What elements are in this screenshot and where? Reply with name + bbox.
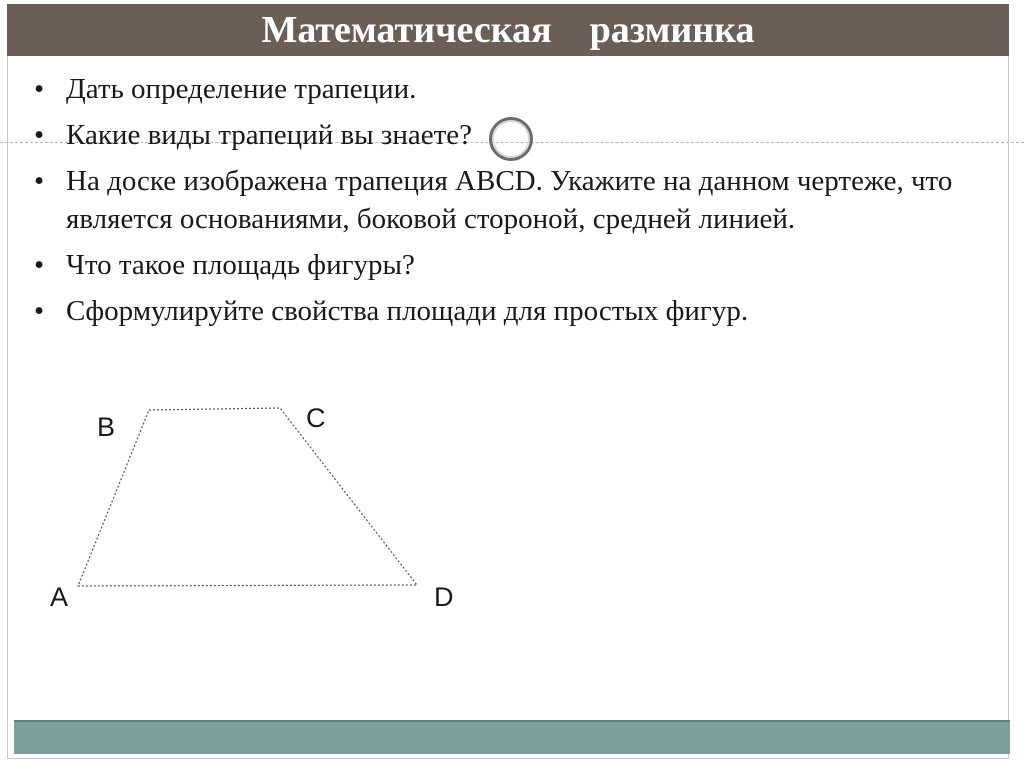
vertex-label-c: C	[306, 403, 326, 433]
bullet-text: Что такое площадь фигуры?	[66, 249, 415, 281]
bullet-marker: •	[34, 119, 45, 151]
trapezoid-outline	[78, 408, 417, 586]
bullet-text: Дать определение трапеции.	[66, 73, 417, 105]
bullet-marker: •	[34, 73, 45, 105]
vertex-label-b: B	[97, 412, 116, 442]
vertex-label-a: A	[50, 582, 69, 612]
bullet-text: Какие виды трапеций вы знаете?	[66, 119, 473, 151]
slide-title: Математическая разминка	[7, 4, 1009, 56]
footer-bar	[14, 720, 1010, 754]
bullet-marker: •	[34, 295, 45, 327]
bullet-marker: •	[34, 249, 45, 281]
bullet-text: Сформулируйте свойства площади для простых фигур.	[66, 295, 749, 327]
bullet-marker: •	[34, 165, 45, 197]
vertex-label-d: D	[434, 582, 454, 612]
bullet-text: На доске изображена трапеция ABCD. Укажите на данном чертеже, что является основаниями, боковой стороной, средней линией.	[66, 165, 953, 235]
